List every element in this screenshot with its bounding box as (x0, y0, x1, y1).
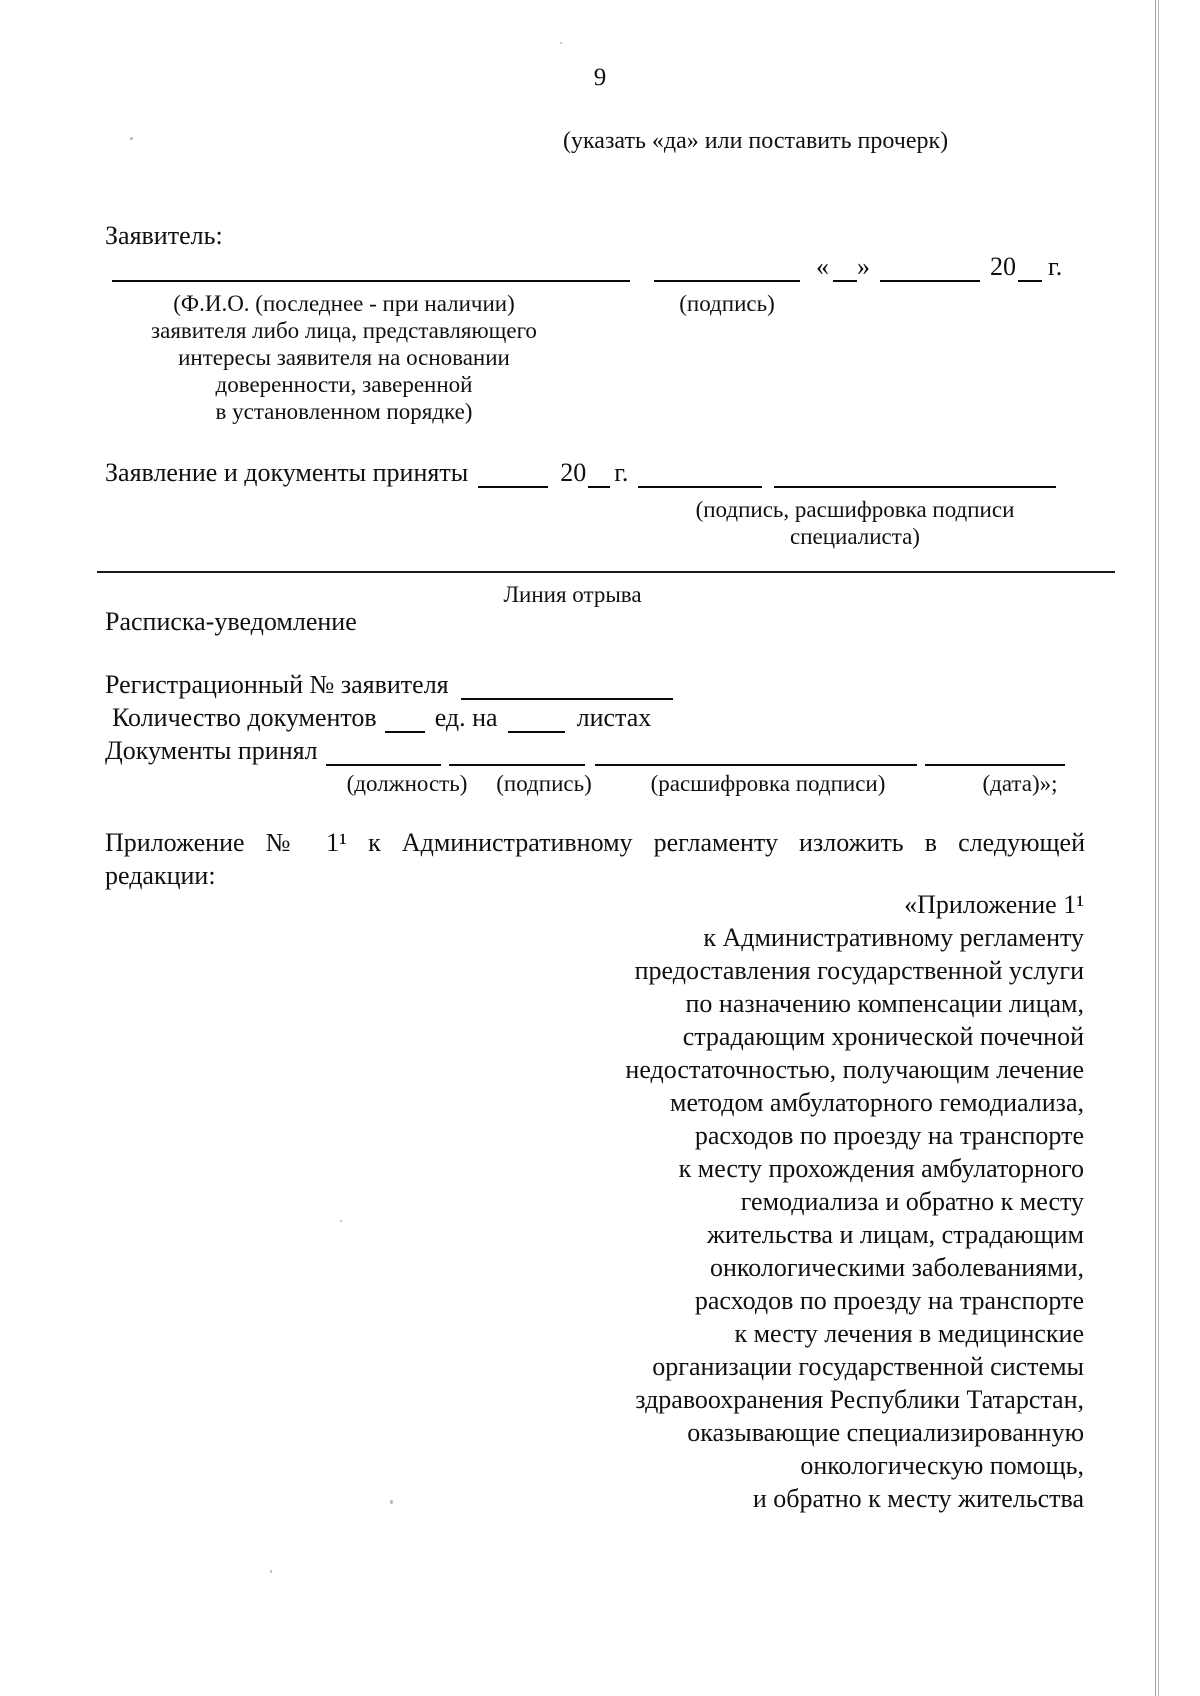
tear-off-line (97, 571, 1115, 573)
date-blank (925, 738, 1065, 766)
annex-heading-line: организации государственной системы (652, 1352, 1084, 1381)
documents-sheets-blank (508, 705, 565, 733)
scan-speck (390, 1500, 393, 1504)
applicant-name-note-line: заявителя либо лица, представляющего (151, 318, 537, 343)
applicant-name-note-line: интересы заявителя на основании (178, 345, 510, 370)
yes-or-dash-hint: (указать «да» или поставить прочерк) (563, 128, 949, 154)
documents-accepted-row (105, 736, 1065, 766)
annex-heading-line: оказывающие специализированную (687, 1418, 1084, 1447)
documents-accepted-label: Документы принял (105, 736, 318, 765)
documents-sheets-label: листах (576, 703, 652, 732)
date-month-blank (880, 254, 980, 282)
date-day-blank (833, 254, 857, 282)
annex-heading-line: методом амбулаторного гемодиализа, (669, 1088, 1084, 1117)
amendment-line-2: редакции: (105, 861, 216, 890)
annex-heading-line: и обратно к месту жительства (752, 1484, 1084, 1513)
annex-heading-line: по назначению компенсации лицам, (685, 989, 1084, 1018)
acceptance-note-line: специалиста) (790, 524, 920, 549)
scan-artifact-vertical-line (1155, 0, 1159, 1696)
annex-heading-line: расходов по проезду на транспорте (694, 1121, 1084, 1150)
date-year-suffix: г. (1048, 252, 1063, 281)
date-year-prefix: 20 (990, 252, 1016, 281)
date-note: (дата)»; (982, 771, 1058, 796)
applicant-signature-blank (654, 254, 800, 282)
documents-count-unit: ед. на (434, 703, 498, 732)
signature-transcript-note: (расшифровка подписи) (650, 771, 886, 796)
annex-heading-line: предоставления государственной услуги (634, 956, 1084, 985)
applicant-name-note (108, 290, 580, 425)
acceptance-note (680, 496, 1030, 550)
acceptance-signature-blank (638, 460, 762, 488)
applicant-signature-note: (подпись) (679, 291, 775, 316)
annex-heading-line: расходов по проезду на транспорте (694, 1286, 1084, 1315)
amendment-paragraph (105, 826, 1085, 892)
registration-number-row (105, 670, 673, 700)
position-note: (должность) (346, 771, 468, 796)
applicant-name-blank (112, 254, 630, 282)
acceptance-row (105, 458, 1056, 488)
signature-blank (449, 738, 585, 766)
annex-heading-line: к месту прохождения амбулаторного (678, 1154, 1084, 1183)
scan-speck (340, 1220, 342, 1222)
signature-note: (подпись) (496, 771, 592, 796)
annex-heading-line: страдающим хронической почечной (682, 1022, 1084, 1051)
annex-heading-line: здравоохранения Республики Татарстан, (635, 1385, 1084, 1414)
signature-transcript-blank (595, 738, 917, 766)
annex-heading-line: гемодиализа и обратно к месту (740, 1187, 1084, 1216)
annex-heading-line: онкологическую помощь, (800, 1451, 1084, 1480)
scan-speck (560, 42, 562, 44)
registration-number-blank (461, 672, 673, 700)
annex-heading-block (105, 888, 1084, 1515)
acceptance-note-line: (подпись, расшифровка подписи (695, 497, 1015, 522)
tear-off-line-label: Линия отрыва (503, 582, 642, 607)
applicant-name-note-line: (Ф.И.О. (последнее - при наличии) (173, 291, 515, 316)
applicant-label: Заявитель: (105, 221, 223, 250)
date-open-quote: « (816, 252, 829, 281)
acceptance-year-suffix: г. (614, 458, 629, 487)
annex-heading-line: онкологическими заболеваниями, (710, 1253, 1084, 1282)
annex-heading-line: к месту лечения в медицинские (734, 1319, 1084, 1348)
acceptance-label: Заявление и документы приняты (105, 458, 469, 487)
applicant-name-note-line: доверенности, заверенной (215, 372, 473, 397)
acceptance-year-prefix: 20 (560, 458, 587, 487)
amendment-line-1: Приложение № 1¹ к Административному регламенту изложить в следующей (105, 828, 1085, 857)
annex-heading-line: недостаточностью, получающим лечение (625, 1055, 1084, 1084)
acceptance-date-blank (478, 460, 548, 488)
annex-heading-line: к Административному регламенту (703, 923, 1084, 952)
annex-heading-line: «Приложение 1¹ (904, 890, 1084, 919)
annex-heading-line: жительства и лицам, страдающим (706, 1220, 1084, 1249)
documents-count-blank (385, 705, 425, 733)
documents-count-label: Количество документов (112, 703, 377, 732)
position-blank (326, 738, 441, 766)
registration-number-label: Регистрационный № заявителя (105, 670, 449, 699)
page-number: 9 (593, 64, 607, 91)
applicant-name-note-line: в установленном порядке) (215, 399, 473, 424)
acceptance-year-blank (588, 460, 610, 488)
acceptance-name-blank (774, 460, 1056, 488)
scan-speck (270, 1570, 272, 1573)
date-year-blank (1018, 254, 1042, 282)
date-close-quote: » (857, 252, 870, 281)
applicant-signature-row (112, 252, 1062, 282)
scan-speck (130, 137, 133, 140)
receipt-title: Расписка-уведомление (105, 607, 357, 636)
documents-count-row (112, 703, 651, 733)
